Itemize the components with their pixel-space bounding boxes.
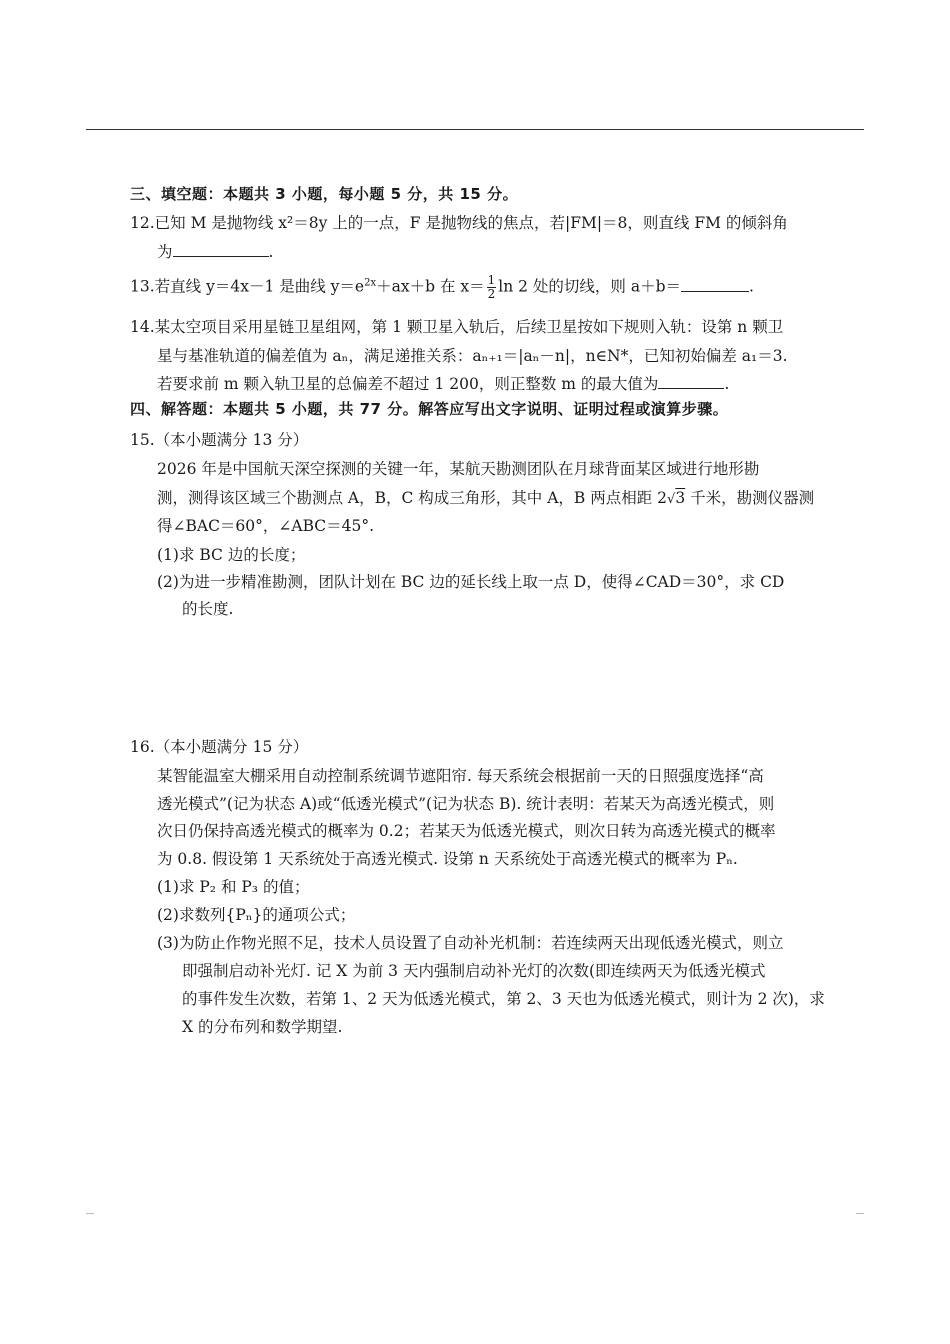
q15-title: 15.（本小题满分 13 分） (130, 431, 309, 449)
footer-tick-right (856, 1213, 864, 1214)
q14-line-2: 星与基准轨道的偏差值为 aₙ，满足递推关系：aₙ₊₁＝|aₙ－n|，n∈N*，已知初始偏差 a₁＝3. (157, 347, 788, 365)
q15-subquestion-1: (1)求 BC 边的长度； (157, 546, 306, 564)
section-4-header: 四、解答题：本题共 5 小题，共 77 分。解答应写出文字说明、证明过程或演算步骤。 (130, 400, 729, 418)
q13-fraction (487, 274, 497, 301)
q12-line-1 (130, 211, 788, 233)
q14-line3-prefix: 若要求前 m 颗入轨卫星的总偏差不超过 1 200，则正整数 m 的最大值为 (157, 375, 659, 393)
q13-number: 13. (130, 277, 155, 296)
q14-line-1 (130, 315, 783, 337)
q15-p2-pre: 测，测得该区域三个勘测点 A，B，C 构成三角形，其中 A，B 两点相距 2 (157, 489, 668, 507)
q13-text-mid: ＋ax＋b 在 x＝ (376, 277, 485, 296)
q15-subquestion-2b: 的长度. (182, 600, 234, 618)
q12-text: 已知 M 是抛物线 x²＝8y 上的一点，F 是抛物线的焦点，若|FM|＝8，则直线 FM 的倾斜角 (154, 214, 788, 232)
q12-line-2 (157, 240, 273, 262)
q16-subquestion-1: (1)求 P₂ 和 P₃ 的值； (157, 878, 310, 896)
q14-answer-blank[interactable] (658, 387, 724, 389)
q13-line (130, 274, 754, 301)
q16-subquestion-3c: 的事件发生次数，若第 1、2 天为低透光模式，第 2、3 天也为低透光模式，则计为 2 次)，求 (182, 990, 825, 1008)
q13-text-post: ln 2 处的切线，则 a＋b＝ (498, 277, 682, 296)
q16-paragraph-1: 某智能温室大棚采用自动控制系统调节遮阳帘. 每天系统会根据前一天的日照强度选择“高 (157, 767, 764, 785)
q13-exponent: 2x (364, 277, 377, 289)
q16-paragraph-2: 透光模式”(记为状态 A)或“低透光模式”(记为状态 B). 统计表明：若某天为高透光模式，则 (157, 795, 775, 813)
sqrt-icon: √ (667, 492, 676, 507)
q13-text-pre: 若直线 y＝4x－1 是曲线 y＝e (154, 277, 365, 296)
section-3-header: 三、填空题：本题共 3 小题，每小题 5 分，共 15 分。 (130, 185, 519, 203)
q15-paragraph-3: 得∠BAC＝60°，∠ABC＝45°. (157, 517, 375, 535)
q13-answer-blank[interactable] (681, 290, 749, 292)
q15-sqrt-value: 3 (675, 489, 686, 507)
q15-paragraph-2 (157, 486, 814, 508)
q12-answer-blank[interactable] (173, 255, 269, 257)
q12-line2-suffix: . (268, 243, 274, 261)
q16-subquestion-3b: 即强制启动补光灯. 记 X 为前 3 天内强制启动补光灯的次数(即连续两天为低透光模式 (182, 962, 766, 980)
q16-subquestion-3d: X 的分布列和数学期望. (182, 1018, 343, 1036)
q15-subquestion-2a: (2)为进一步精准勘测，团队计划在 BC 边的延长线上取一点 D，使得∠CAD＝30°，求 CD (157, 573, 785, 591)
q13-fraction-denominator: 2 (487, 287, 496, 301)
q14-line3-suffix: . (724, 375, 730, 393)
q14-text-1: 某太空项目采用星链卫星组网，第 1 颗卫星入轨后，后续卫星按如下规则入轨：设第 n 颗卫 (154, 318, 784, 336)
top-rule (86, 129, 864, 130)
q16-paragraph-3: 次日仍保持高透光模式的概率为 0.2；若某天为低透光模式，则次日转为高透光模式的概率 (157, 822, 776, 840)
q14-line-3 (157, 372, 729, 394)
footer-tick-left (86, 1213, 94, 1214)
q12-number: 12. (130, 214, 155, 232)
q16-subquestion-3a: (3)为防止作物光照不足，技术人员设置了自动补光机制：若连续两天出现低透光模式，则立 (157, 934, 784, 952)
q16-paragraph-4: 为 0.8. 假设第 1 天系统处于高透光模式. 设第 n 天系统处于高透光模式的概率为 Pₙ. (157, 850, 738, 868)
q16-title: 16.（本小题满分 15 分） (130, 738, 309, 756)
q12-line2-prefix: 为 (157, 243, 173, 261)
q13-fraction-numerator: 1 (487, 273, 496, 287)
q16-subquestion-2: (2)求数列{Pₙ}的通项公式； (157, 906, 356, 924)
q13-text-end: . (749, 277, 754, 296)
q14-number: 14. (130, 318, 155, 336)
q15-p2-post: 千米，勘测仪器测 (685, 489, 815, 507)
q15-paragraph-1: 2026 年是中国航天深空探测的关键一年，某航天勘测团队在月球背面某区域进行地形勘 (157, 460, 760, 478)
